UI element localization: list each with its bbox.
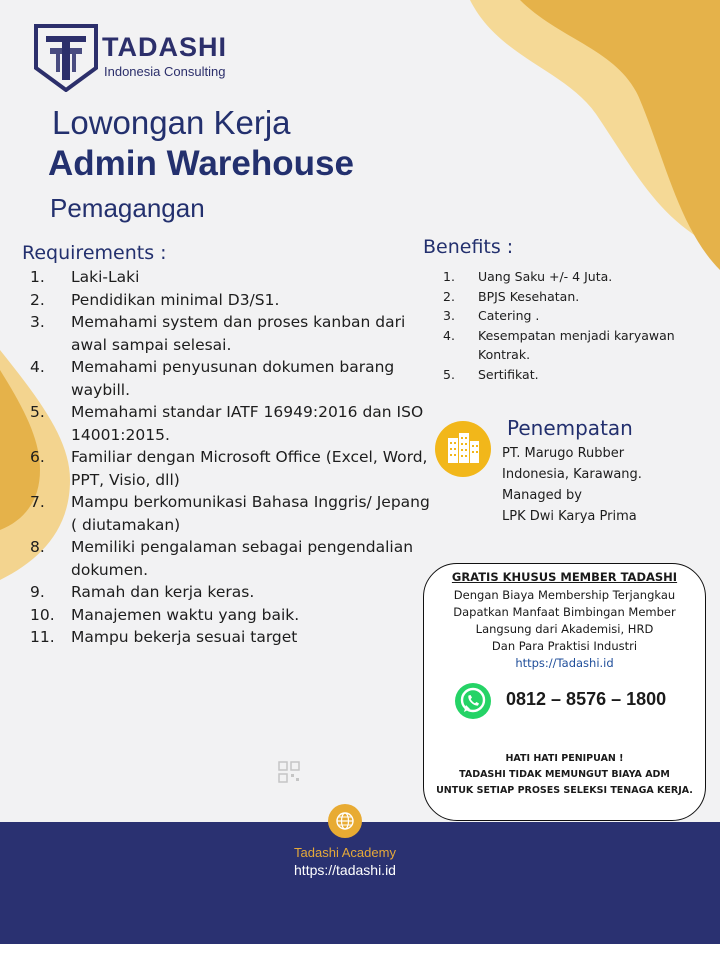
- member-title: GRATIS KHUSUS MEMBER TADASHI: [451, 570, 678, 584]
- building-glyph: [435, 421, 491, 477]
- placement-details: [502, 443, 642, 527]
- requirement-item: 1. Laki-Laki: [30, 268, 140, 286]
- requirement-item: 7. Mampu berkomunikasi Bahasa Inggris/ Jepang ( diutamakan): [30, 493, 430, 534]
- member-line: Dan Para Praktisi Industri: [491, 639, 638, 653]
- globe-icon: [327, 803, 363, 839]
- benefit-item: 4. Kesempatan menjadi karyawan Kontrak.: [443, 327, 675, 362]
- footer-url-link[interactable]: https://tadashi.id: [294, 862, 396, 878]
- website-link[interactable]: https://Tadashi.id: [515, 656, 614, 670]
- footer-band: [0, 822, 720, 944]
- benefits-list: [443, 267, 693, 384]
- member-line: Dengan Biaya Membership Terjangkau: [453, 588, 676, 602]
- requirements-heading: Requirements :: [22, 242, 167, 264]
- placement-line: PT. Marugo Rubber: [502, 446, 625, 461]
- title-position: Admin Warehouse: [48, 144, 354, 183]
- requirements-list: [30, 266, 430, 649]
- placement-line: Managed by: [502, 488, 582, 503]
- title-job-vacancy: Lowongan Kerja: [52, 104, 291, 141]
- placement-line: LPK Dwi Karya Prima: [502, 509, 637, 524]
- warning-line: UNTUK SETIAP PROSES SELEKSI TENAGA KERJA.: [436, 785, 693, 796]
- benefit-item: 2. BPJS Kesehatan.: [443, 288, 580, 304]
- brand-subtitle: Indonesia Consulting: [104, 64, 226, 79]
- warning-line: HATI HATI PENIPUAN !: [505, 753, 624, 764]
- tadashi-logo-icon: [34, 24, 98, 92]
- title-program: Pemagangan: [50, 193, 205, 223]
- qr-code-icon: [278, 761, 300, 783]
- warning-line: TADASHI TIDAK MEMUNGUT BIAYA ADM: [459, 769, 670, 780]
- requirement-item: 3. Memahami system dan proses kanban dari awal sampai selesai.: [30, 313, 406, 354]
- member-line: Langsung dari Akademisi, HRD: [475, 622, 654, 636]
- whatsapp-icon[interactable]: [454, 682, 492, 720]
- logo: [34, 24, 234, 94]
- footer-bottom-strip: [0, 944, 720, 960]
- benefit-item: 3. Catering .: [443, 308, 540, 323]
- phone-number[interactable]: 0812 – 8576 – 1800: [506, 689, 667, 709]
- member-line: Dapatkan Manfaat Bimbingan Member: [453, 605, 676, 619]
- benefit-item: 5. Sertifikat.: [443, 366, 539, 382]
- requirement-item: 5. Memahami standar IATF 16949:2016 dan ISO 14001:2015.: [30, 403, 424, 444]
- requirement-item: 11. Mampu bekerja sesuai target: [30, 628, 298, 646]
- benefits-heading: Benefits :: [423, 236, 514, 258]
- requirement-item: 10. Manajemen waktu yang baik.: [30, 605, 300, 624]
- footer-academy-name: Tadashi Academy: [294, 845, 396, 860]
- requirement-item: 9. Ramah dan kerja keras.: [30, 583, 255, 601]
- requirement-item: 6. Familiar dengan Microsoft Office (Excel, Word, PPT, Visio, dll): [30, 448, 428, 489]
- requirement-item: 2. Pendidikan minimal D3/S1.: [30, 290, 280, 309]
- requirement-item: 4. Memahami penyusunan dokumen barang waybill.: [30, 358, 395, 399]
- benefit-item: 1. Uang Saku +/- 4 Juta.: [443, 269, 613, 284]
- placement-line: Indonesia, Karawang.: [502, 467, 642, 482]
- building-icon: [435, 421, 491, 477]
- requirement-item: 8. Memiliki pengalaman sebagai pengendalian dokumen.: [30, 538, 414, 579]
- member-info-box: [423, 563, 706, 821]
- brand-name: TADASHI: [102, 32, 227, 62]
- placement-heading: Penempatan: [507, 416, 633, 440]
